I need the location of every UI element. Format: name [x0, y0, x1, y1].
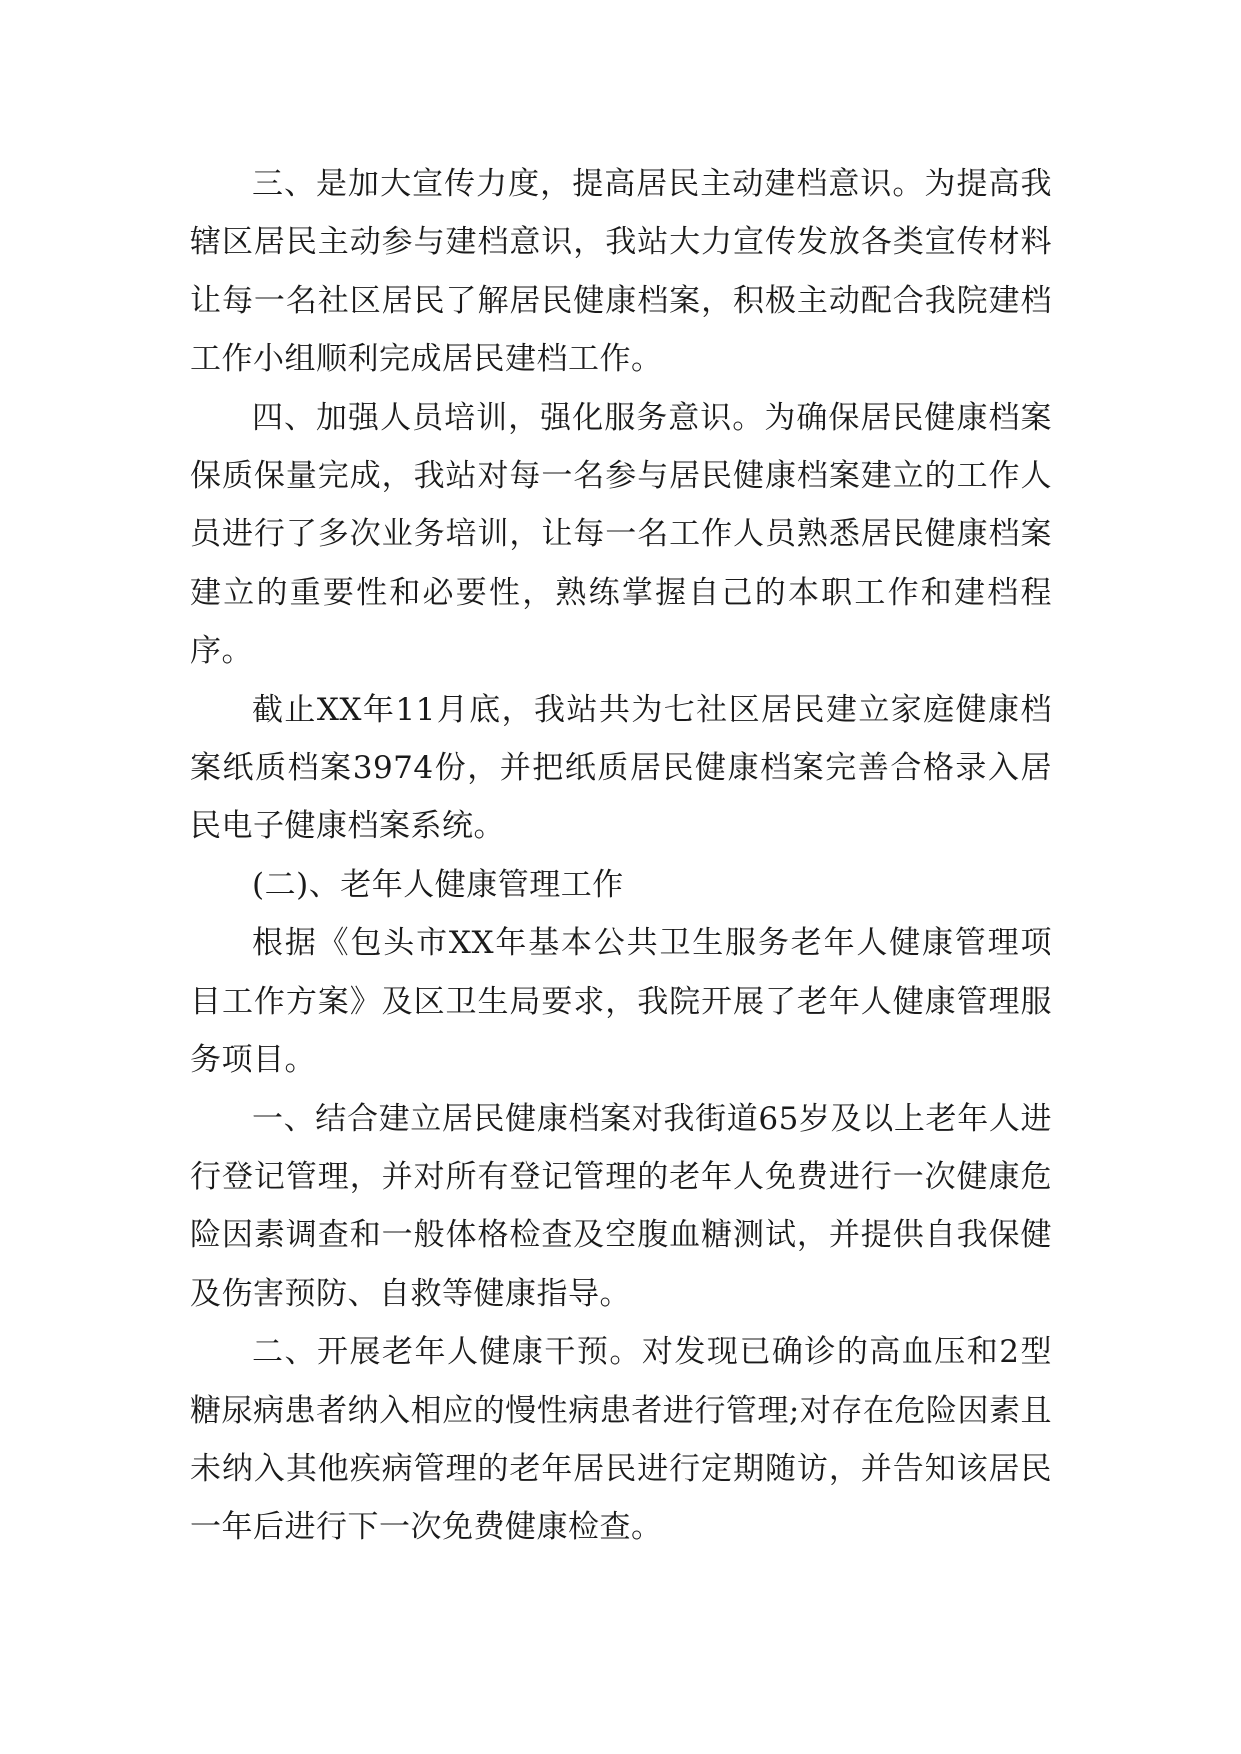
- paragraph-registration: 一、结合建立居民健康档案对我街道65岁及以上老年人进行登记管理，并对所有登记管理的老年人免费进行一次健康危险因素调查和一般体格检查及空腹血糖测试，并提供自我保健及伤害预防、自救等健康指导。: [190, 1100, 1052, 1312]
- section-heading-elderly-health: (二)、老年人健康管理工作: [252, 866, 624, 903]
- paragraph-intervention: 二、开展老年人健康干预。对发现已确诊的高血压和2型糖尿病患者纳入相应的慢性病患者进行管理;对存在危险因素且未纳入其他疾病管理的老年居民进行定期随访，并告知该居民一年后进行下一次免费健康检查。: [190, 1334, 1052, 1546]
- paragraph-training: 四、加强人员培训，强化服务意识。为确保居民健康档案保质保量完成，我站对每一名参与居民健康档案建立的工作人员进行了多次业务培训，让每一名工作人员熟悉居民健康档案建立的重要性和必要性，熟练掌握自己的本职工作和建档程序。: [190, 399, 1052, 670]
- paragraph-archive-count: 截止XX年11月底，我站共为七社区居民建立家庭健康档案纸质档案3974份，并把纸质居民健康档案完善合格录入居民电子健康档案系统。: [190, 691, 1052, 845]
- paragraph-plan-basis: 根据《包头市XX年基本公共卫生服务老年人健康管理项目工作方案》及区卫生局要求，我院开展了老年人健康管理服务项目。: [190, 925, 1052, 1079]
- document-body: [190, 155, 1052, 1557]
- paragraph-publicity: 三、是加大宣传力度，提高居民主动建档意识。为提高我辖区居民主动参与建档意识，我站大力宣传发放各类宣传材料让每一名社区居民了解居民健康档案，积极主动配合我院建档工作小组顺利完成居民建档工作。: [190, 166, 1052, 378]
